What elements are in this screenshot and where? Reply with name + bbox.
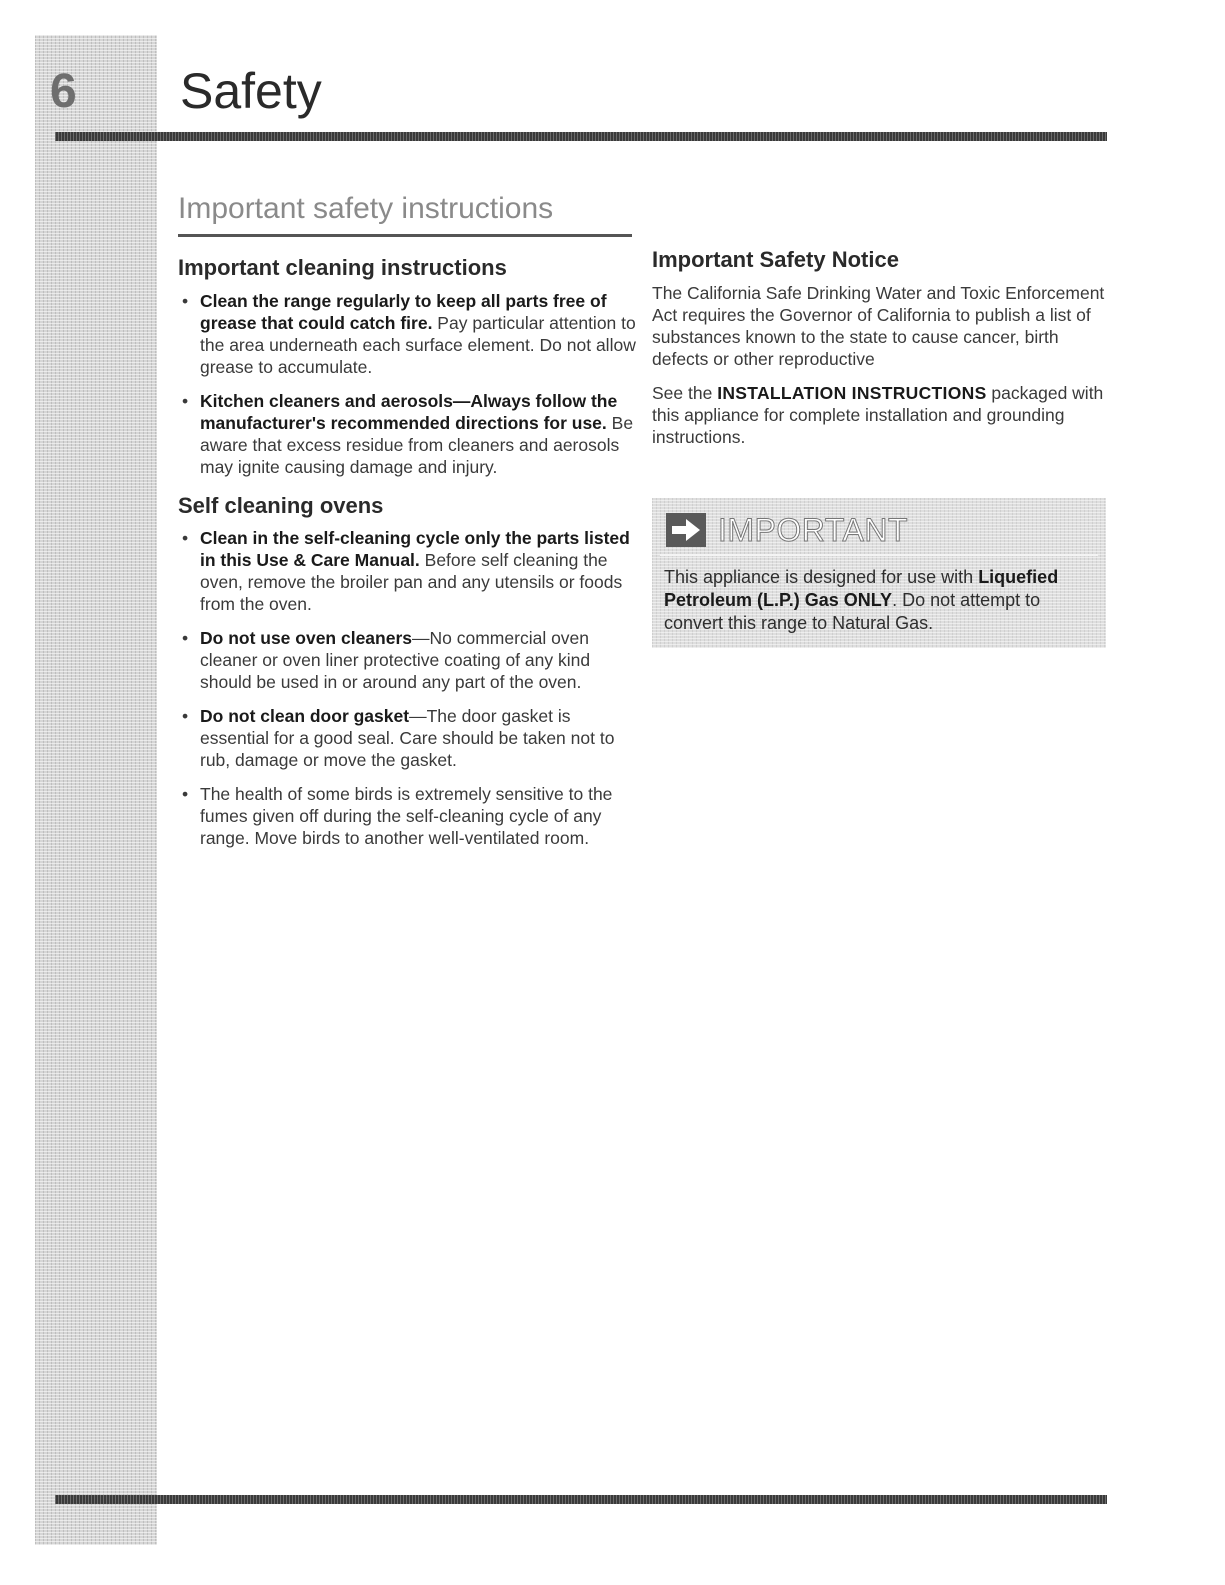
important-line-2: . Do not attempt to convert this range to Natural Gas. <box>664 590 1041 633</box>
item-text: The health of some birds is extremely sensitive to the fumes given off during the self-cleaning cycle of any range. Move birds to another well-ventilated room. <box>200 784 613 848</box>
list-item <box>178 705 636 771</box>
cleaning-list <box>178 290 636 478</box>
header-divider <box>55 132 1107 141</box>
list-item <box>178 783 636 849</box>
page-number: 6 <box>50 65 77 118</box>
self-cleaning-list <box>178 527 636 849</box>
item-bold: Clean in the self-cleaning cycle only the parts listed in this Use & Care Manual. <box>200 528 630 570</box>
left-column <box>178 254 636 861</box>
important-text <box>664 566 1096 635</box>
important-bold: Liquefied Petroleum (L.P.) Gas ONLY <box>664 567 1059 610</box>
self-cleaning-heading: Self cleaning ovens <box>178 492 384 518</box>
important-header <box>666 510 908 550</box>
list-item <box>178 527 636 615</box>
arrow-icon <box>666 513 706 547</box>
bullet: • <box>182 784 189 804</box>
list-item <box>178 290 636 378</box>
section-divider <box>178 234 632 237</box>
item-bold: Do not use oven cleaners <box>200 628 413 648</box>
item-text: Be aware that excess residue from cleaners and aerosols may ignite causing damage and injury. <box>200 412 634 477</box>
cleaning-heading: Important cleaning instructions <box>178 255 507 280</box>
notice-heading: Important Safety Notice <box>652 247 899 272</box>
list-item <box>178 627 636 693</box>
footer-divider <box>55 1495 1107 1504</box>
installation-instructions-ref: INSTALLATION INSTRUCTIONS <box>717 382 987 403</box>
item-text: —No commercial oven cleaner or oven liner protective coating of any kind should be used in or around any part of the oven. <box>200 628 591 692</box>
bullet: • <box>182 528 189 548</box>
bullet: • <box>182 628 189 648</box>
list-item <box>178 390 636 478</box>
bullet: • <box>182 706 189 726</box>
see-suffix: packaged with this appliance for complete installation and grounding instructions. <box>652 382 1104 447</box>
page-title: Safety <box>180 63 322 119</box>
item-bold: Do not clean door gasket <box>200 706 410 726</box>
important-divider <box>660 554 1098 556</box>
see-prefix: See the <box>652 382 718 403</box>
bullet: • <box>182 290 189 311</box>
important-line-1: This appliance is designed for use with <box>664 567 979 587</box>
bullet: • <box>182 390 189 411</box>
right-column <box>652 246 1108 460</box>
important-callout <box>652 498 1106 648</box>
notice-paragraph: The California Safe Drinking Water and Toxic Enforcement Act requires the Governor of California to publish a list of substances known to the state to cause cancer, birth defects or other reproductive <box>652 282 1105 369</box>
important-label: IMPORTANT <box>718 511 908 548</box>
item-text: Before self cleaning the oven, remove the broiler pan and any utensils or foods from the oven. <box>200 550 623 614</box>
item-bold: Clean the range regularly to keep all parts free of grease that could catch fire. <box>200 290 607 333</box>
item-text: —The door gasket is essential for a good seal. Care should be taken not to rub, damage or move the gasket. <box>200 706 615 770</box>
sidebar-shade <box>35 35 157 1545</box>
item-text: Pay particular attention to the area underneath each surface element. Do not allow grease to accumulate. <box>200 312 636 377</box>
section-title: Important safety instructions <box>178 192 554 225</box>
installation-paragraph <box>652 382 1108 448</box>
item-bold: Kitchen cleaners and aerosols—Always follow the manufacturer's recommended directions for use. <box>200 390 618 433</box>
